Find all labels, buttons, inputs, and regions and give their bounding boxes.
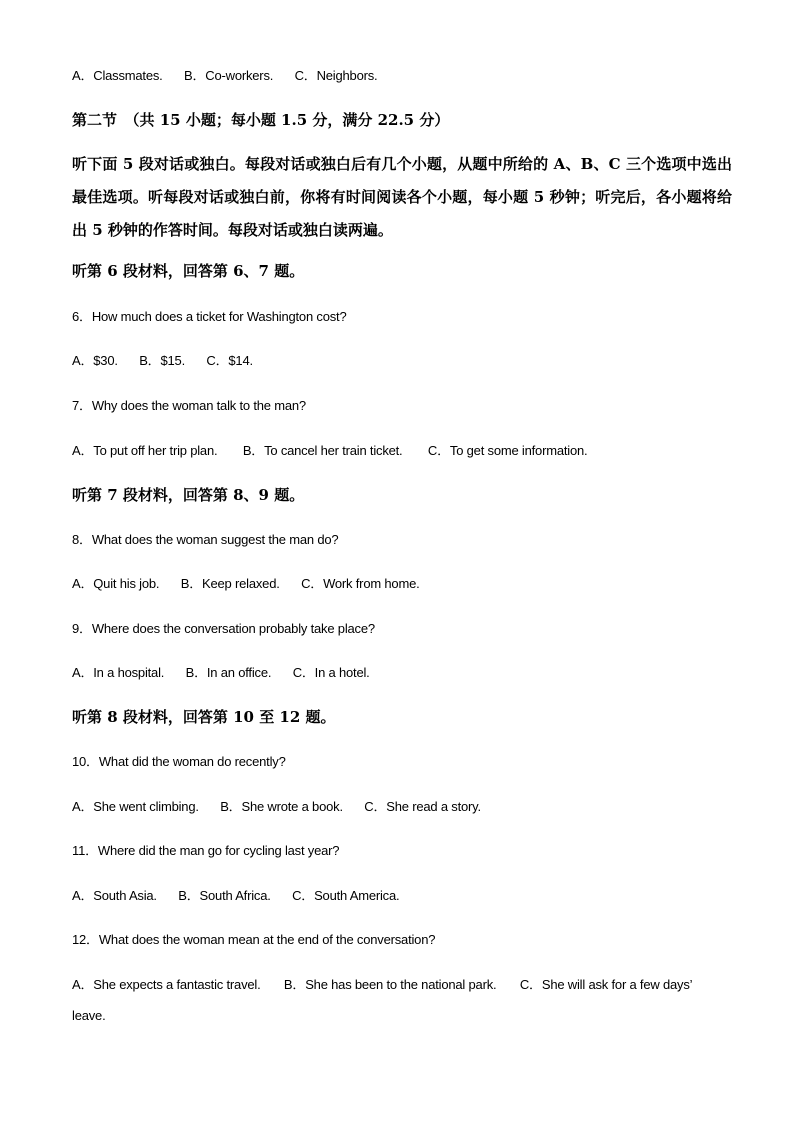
- option-a: A．South Asia.: [72, 888, 157, 903]
- question-options: [72, 665, 370, 681]
- option-b: B．Keep relaxed.: [180, 576, 280, 591]
- option-a: A．Quit his job.: [72, 576, 160, 591]
- question-options: [72, 353, 253, 369]
- option-c: C．She read a story.: [364, 799, 481, 814]
- question-stem: 9．Where does the conversation probably take place?: [72, 621, 375, 636]
- question-stem: 12．What does the woman mean at the end of the conversation?: [72, 932, 436, 947]
- q5-options: [72, 68, 377, 84]
- option-c: C．Neighbors.: [294, 68, 378, 83]
- section-heading: 第二节 （共 15 小题；每小题 1.5 分，满分 22.5 分）: [72, 111, 450, 129]
- option-b: B．She wrote a book.: [220, 799, 343, 814]
- question-options: [72, 443, 587, 459]
- option-c: C．In a hotel.: [292, 665, 370, 680]
- question-options: [72, 799, 481, 815]
- question-stem: 6．How much does a ticket for Washington cost?: [72, 309, 347, 324]
- question-stem: 11．Where did the man go for cycling last year?: [72, 843, 340, 858]
- question-options: [72, 969, 712, 1031]
- option-c: C．She will ask for a few days’ leave.: [72, 977, 692, 1023]
- question-stem: 10．What did the woman do recently?: [72, 754, 286, 769]
- question-options: [72, 888, 399, 904]
- option-a: A．Classmates.: [72, 68, 163, 83]
- option-b: B．Co-workers.: [184, 68, 274, 83]
- group-heading: 听第 6 段材料，回答第 6、7 题。: [72, 262, 305, 280]
- option-b: B．In an office.: [185, 665, 272, 680]
- option-a: A．She went climbing.: [72, 799, 199, 814]
- option-b: B．To cancel her train ticket.: [242, 443, 403, 458]
- option-b: B．She has been to the national park.: [283, 977, 497, 992]
- instructions-paragraph: 听下面 5 段对话或独白。每段对话或独白后有几个小题，从题中所给的 A、B、C 三个选项中选出最佳选项。听每段对话或独白前，你将有时间阅读各个小题，每小题 5 秒钟；听完后，各小题将给出 5 秒钟的作答时间。每段对话或独白读两遍。: [72, 155, 732, 239]
- question-stem: 7．Why does the woman talk to the man?: [72, 398, 306, 413]
- question-options: [72, 576, 420, 592]
- option-b: B．$15.: [139, 353, 185, 368]
- option-c: C．To get some information.: [427, 443, 588, 458]
- option-a: A．She expects a fantastic travel.: [72, 977, 261, 992]
- option-b: B．South Africa.: [178, 888, 271, 903]
- group-heading: 听第 8 段材料，回答第 10 至 12 题。: [72, 708, 336, 726]
- option-c: C．$14.: [206, 353, 253, 368]
- question-stem: 8．What does the woman suggest the man do?: [72, 532, 339, 547]
- option-c: C．Work from home.: [301, 576, 420, 591]
- option-a: A．In a hospital.: [72, 665, 165, 680]
- group-heading: 听第 7 段材料，回答第 8、9 题。: [72, 486, 305, 504]
- option-a: A．$30.: [72, 353, 118, 368]
- option-a: A．To put off her trip plan.: [72, 443, 218, 458]
- option-c: C．South America.: [292, 888, 400, 903]
